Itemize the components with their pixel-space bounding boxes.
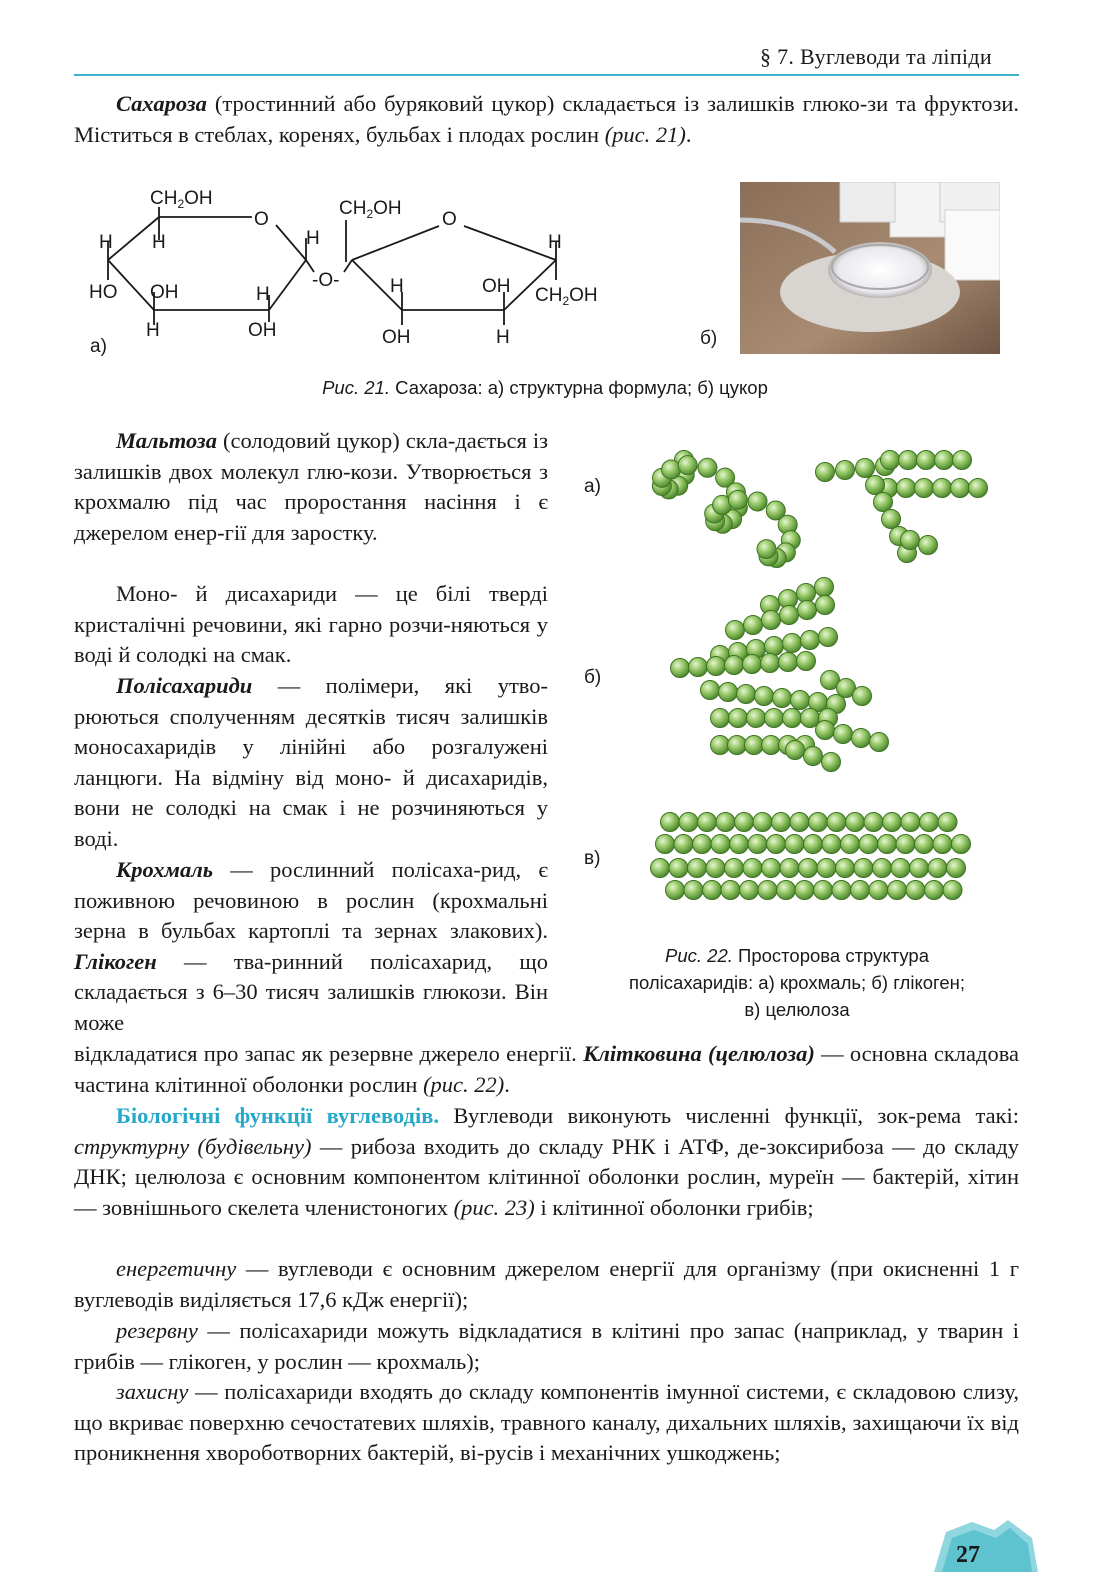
cellulose-bead bbox=[896, 835, 915, 854]
term-polysaccharides: Полісахариди bbox=[116, 673, 253, 698]
term-glycogen: Глікоген bbox=[74, 948, 157, 974]
paragraph-mono-disaccharides: Моно- й дисахариди — це білі тверді кристалічні речовини, які гарно розчи-няються у воді й солодкі на смак. bbox=[74, 581, 548, 668]
glycogen-bead bbox=[822, 753, 841, 772]
cellulose-bead bbox=[666, 881, 685, 900]
page-number: 27 bbox=[956, 1542, 980, 1568]
paragraph-sucrose: Сахароза (тростинний або буряковий цукор) складається із залишків глюко-зи та фруктози. Міститься в стеблах, коренях, бульбах і плодах рослин (рис. 21). bbox=[74, 91, 1019, 147]
glycogen-bead bbox=[791, 691, 810, 710]
paragraph-cellulose: відкладатися про запас як резервне джерело енергії. Клітковина (целюлоза) — основна складова частина клітинної оболонки рослин (рис. 22). bbox=[74, 1041, 1020, 1097]
glycogen-bead bbox=[834, 725, 853, 744]
cellulose-bead bbox=[651, 859, 670, 878]
starch-bead bbox=[915, 479, 934, 498]
starch-bead bbox=[816, 463, 835, 482]
glycogen-bead bbox=[707, 657, 726, 676]
cellulose-bead bbox=[743, 859, 762, 878]
term-starch: Крохмаль bbox=[116, 857, 214, 882]
glycogen-bead bbox=[801, 631, 820, 650]
atom-ch2oh-2: $CH_2OH$ bbox=[339, 198, 402, 221]
glycogen-bead bbox=[816, 596, 835, 615]
starch-bead bbox=[953, 451, 972, 470]
glycogen-bead bbox=[725, 656, 744, 675]
starch-bead bbox=[882, 510, 901, 529]
cellulose-bead bbox=[869, 881, 888, 900]
fig22-label-a: а) bbox=[584, 476, 601, 497]
starch-bead bbox=[897, 479, 916, 498]
glycogen-bead bbox=[762, 611, 781, 630]
cellulose-bead bbox=[711, 835, 730, 854]
cellulose-bead bbox=[915, 835, 934, 854]
heading-biological-functions: Біологічні функції вуглеводів. bbox=[116, 1103, 439, 1128]
atom-oh-1: OH bbox=[150, 282, 179, 303]
cellulose-bead bbox=[827, 813, 846, 832]
cellulose-bead bbox=[804, 835, 823, 854]
fig22-caption: Рис. 22. Просторова структура полісахаридів: а) крохмаль; б) глікоген; в) целюлоза bbox=[628, 945, 966, 1020]
starch-bead bbox=[917, 451, 936, 470]
glycogen-bead bbox=[819, 628, 838, 647]
term-maltose: Мальтоза bbox=[116, 428, 217, 453]
cellulose-bead bbox=[851, 881, 870, 900]
atom-h-5: H bbox=[146, 320, 160, 341]
cellulose-bead bbox=[777, 881, 796, 900]
sucrose-structural-formula bbox=[84, 180, 624, 360]
glycogen-bead bbox=[779, 653, 798, 672]
glycogen-bead bbox=[853, 687, 872, 706]
fig22-label-b: б) bbox=[584, 667, 602, 688]
glycogen-bead bbox=[797, 652, 816, 671]
cellulose-bead bbox=[772, 813, 791, 832]
cellulose-bead bbox=[938, 813, 957, 832]
cellulose-bead bbox=[661, 813, 680, 832]
cellulose-bead bbox=[735, 813, 754, 832]
starch-bead bbox=[856, 459, 875, 478]
starch-bead bbox=[935, 451, 954, 470]
cellulose-bead bbox=[748, 835, 767, 854]
atom-ch2oh-1: $CH_2OH$ bbox=[150, 188, 213, 211]
atom-ho: HO bbox=[89, 282, 118, 303]
cellulose-bead bbox=[925, 881, 944, 900]
atom-o-1: O bbox=[254, 209, 269, 230]
polysaccharide-bead-diagram bbox=[620, 430, 1010, 920]
glycogen-bead bbox=[747, 709, 766, 728]
glycogen-bead bbox=[729, 709, 748, 728]
ref-fig23: (рис. 23) bbox=[453, 1194, 535, 1220]
cellulose-bead bbox=[767, 835, 786, 854]
sugar-photo bbox=[740, 182, 1000, 354]
glycogen-bead bbox=[701, 681, 720, 700]
starch-bead bbox=[836, 461, 855, 480]
paragraph-polysaccharides: Полісахариди — полімери, які утво-рюються сполученням десятків тисяч залишків моносахаридів у лінійні або розгалужені ланцюги. На відміну від моно- й дисахаридів, вони не солодкі на смак і не розчиняються у воді. bbox=[74, 673, 548, 851]
cellulose-bead bbox=[674, 835, 693, 854]
cellulose-bead bbox=[841, 835, 860, 854]
cellulose-bead bbox=[799, 859, 818, 878]
fig21-label-b: б) bbox=[700, 328, 718, 349]
glycogen-bead bbox=[671, 659, 690, 678]
cellulose-bead bbox=[832, 881, 851, 900]
cellulose-bead bbox=[878, 835, 897, 854]
paragraph-maltose: Мальтоза (солодовий цукор) скла-дається із залишків двох молекул глю-кози. Утворюється з крохмалю під час проростання насіння і є джерелом енер-гії для заростку. bbox=[74, 428, 548, 545]
section-header: § 7. Вуглеводи та ліпіди bbox=[760, 44, 992, 69]
glycogen-bead bbox=[743, 655, 762, 674]
atom-o-bridge: -O- bbox=[312, 270, 340, 291]
cellulose-bead bbox=[693, 835, 712, 854]
glycogen-bead bbox=[728, 736, 747, 755]
glycogen-bead bbox=[852, 729, 871, 748]
cellulose-bead bbox=[785, 835, 804, 854]
cellulose-bead bbox=[952, 835, 971, 854]
paragraph-starch-glycogen: Крохмаль — рослинний полісаха-рид, є поживною речовиною в рослин (крохмальні зерна в бульбах картоплі та зернах злакових). Глікоген — тва-ринний полісахарид, що складається з 6–30 тисяч залишків глюкози. Він може bbox=[74, 857, 548, 1035]
glycogen-bead bbox=[816, 721, 835, 740]
header-rule bbox=[74, 74, 1019, 76]
starch-bead bbox=[969, 479, 988, 498]
glycogen-bead bbox=[783, 709, 802, 728]
atom-h-8: H bbox=[496, 327, 510, 348]
glycogen-bead bbox=[689, 658, 708, 677]
cellulose-bead bbox=[947, 859, 966, 878]
cellulose-bead bbox=[933, 835, 952, 854]
starch-bead bbox=[881, 451, 900, 470]
glycogen-bead bbox=[815, 578, 834, 597]
starch-bead bbox=[901, 531, 920, 550]
atom-h-7: H bbox=[390, 276, 404, 297]
atom-h-6: H bbox=[548, 232, 562, 253]
cellulose-bead bbox=[920, 813, 939, 832]
atom-oh-4: OH bbox=[382, 327, 411, 348]
cellulose-bead bbox=[698, 813, 717, 832]
cellulose-bead bbox=[822, 835, 841, 854]
ref-fig22: (рис. 22) bbox=[423, 1071, 505, 1097]
page-number-badge bbox=[912, 1518, 1042, 1572]
cellulose-bead bbox=[656, 835, 675, 854]
cellulose-bead bbox=[721, 881, 740, 900]
fig21-caption: Рис. 21. Сахароза: а) структурна формула; б) цукор bbox=[322, 377, 768, 398]
starch-bead bbox=[874, 493, 893, 512]
cellulose-bead bbox=[906, 881, 925, 900]
starch-bead bbox=[748, 492, 767, 511]
cellulose-bead bbox=[730, 835, 749, 854]
atom-h-2: H bbox=[152, 232, 166, 253]
atom-h-3: H bbox=[306, 228, 320, 249]
cellulose-bead bbox=[943, 881, 962, 900]
starch-bead bbox=[866, 476, 885, 495]
fig22-label-c: в) bbox=[584, 848, 601, 869]
starch-bead bbox=[757, 540, 776, 559]
term-cellulose: Клітковина (целюлоза) bbox=[583, 1041, 815, 1066]
cellulose-bead bbox=[669, 859, 688, 878]
cellulose-bead bbox=[790, 813, 809, 832]
starch-bead bbox=[899, 451, 918, 470]
cellulose-bead bbox=[703, 881, 722, 900]
starch-bead bbox=[933, 479, 952, 498]
cellulose-bead bbox=[684, 881, 703, 900]
glycogen-bead bbox=[797, 584, 816, 603]
cellulose-bead bbox=[928, 859, 947, 878]
starch-bead bbox=[728, 490, 747, 509]
paragraph-biological-functions: Біологічні функції вуглеводів. Вуглеводи виконують численні функції, зок-рема такі: структурну (будівельну) — рибоза входить до складу РНК і АТФ, де-зоксирибоза — до складу ДНК; целюлоза є основним компонентом клітинної оболонки рослин, муреїн — бактерій, хітин — зовнішнього скелета членистоногих (рис. 23) і клітинної оболонки грибів; bbox=[74, 1103, 1019, 1220]
cellulose-bead bbox=[873, 859, 892, 878]
cellulose-bead bbox=[706, 859, 725, 878]
cellulose-bead bbox=[679, 813, 698, 832]
atom-oh-2: OH bbox=[248, 320, 277, 341]
glycogen-bead bbox=[726, 621, 745, 640]
glycogen-bead bbox=[744, 616, 763, 635]
glycogen-bead bbox=[761, 654, 780, 673]
glycogen-bead bbox=[780, 606, 799, 625]
cellulose-bead bbox=[758, 881, 777, 900]
glycogen-bead bbox=[786, 741, 805, 760]
cellulose-bead bbox=[864, 813, 883, 832]
starch-bead bbox=[919, 536, 938, 555]
cellulose-bead bbox=[809, 813, 828, 832]
cellulose-bead bbox=[753, 813, 772, 832]
cellulose-bead bbox=[846, 813, 865, 832]
cellulose-bead bbox=[817, 859, 836, 878]
cellulose-bead bbox=[854, 859, 873, 878]
atom-h-1: H bbox=[99, 232, 113, 253]
glycogen-bead bbox=[737, 685, 756, 704]
fig21-label-a: а) bbox=[90, 336, 107, 357]
term-sucrose: Сахароза bbox=[116, 91, 207, 116]
cellulose-bead bbox=[716, 813, 735, 832]
cellulose-bead bbox=[740, 881, 759, 900]
cellulose-bead bbox=[891, 859, 910, 878]
paragraph-protective-function: захисну — полісахариди входять до складу компонентів імунної системи, є складовою слизу, що вкриває поверхню сечостатевих шляхів, травного каналу, дихальних шляхів, захищаючи їх від проникнення хвороботворних бактерій, ві-русів і механічних ушкоджень; bbox=[74, 1379, 1019, 1466]
cellulose-bead bbox=[780, 859, 799, 878]
atom-oh-3: OH bbox=[482, 276, 511, 297]
glycogen-bead bbox=[719, 683, 738, 702]
glycogen-bead bbox=[711, 736, 730, 755]
cellulose-bead bbox=[859, 835, 878, 854]
cellulose-bead bbox=[883, 813, 902, 832]
cellulose-bead bbox=[910, 859, 929, 878]
ref-fig21: (рис. 21) bbox=[604, 121, 686, 147]
cellulose-bead bbox=[836, 859, 855, 878]
atom-ch2oh-3: $CH_2OH$ bbox=[535, 285, 598, 308]
glycogen-bead bbox=[798, 601, 817, 620]
starch-bead bbox=[951, 479, 970, 498]
glycogen-bead bbox=[765, 709, 784, 728]
glycogen-bead bbox=[711, 709, 730, 728]
glycogen-bead bbox=[783, 634, 802, 653]
starch-bead bbox=[698, 458, 717, 477]
cellulose-bead bbox=[901, 813, 920, 832]
glycogen-bead bbox=[755, 687, 774, 706]
atom-h-4: H bbox=[256, 284, 270, 305]
cellulose-bead bbox=[725, 859, 744, 878]
cellulose-bead bbox=[888, 881, 907, 900]
glycogen-bead bbox=[804, 747, 823, 766]
glycogen-bead bbox=[745, 736, 764, 755]
paragraph-reserve-function: резервну — полісахариди можуть відкладатися в клітині про запас (наприклад, у тварин і грибів — глікоген, у рослин — крохмаль); bbox=[74, 1318, 1019, 1374]
glycogen-bead bbox=[762, 736, 781, 755]
starch-bead bbox=[678, 456, 697, 475]
glycogen-bead bbox=[870, 733, 889, 752]
cellulose-bead bbox=[814, 881, 833, 900]
starch-bead bbox=[662, 460, 681, 479]
atom-o-2: O bbox=[442, 209, 457, 230]
glycogen-bead bbox=[773, 689, 792, 708]
glycogen-bead bbox=[765, 637, 784, 656]
cellulose-bead bbox=[762, 859, 781, 878]
cellulose-bead bbox=[795, 881, 814, 900]
paragraph-energy-function: енергетичну — вуглеводи є основним джерелом енергії для організму (при окисненні 1 г вуглеводів виділяється 17,6 кДж енергії); bbox=[74, 1256, 1019, 1312]
cellulose-bead bbox=[688, 859, 707, 878]
